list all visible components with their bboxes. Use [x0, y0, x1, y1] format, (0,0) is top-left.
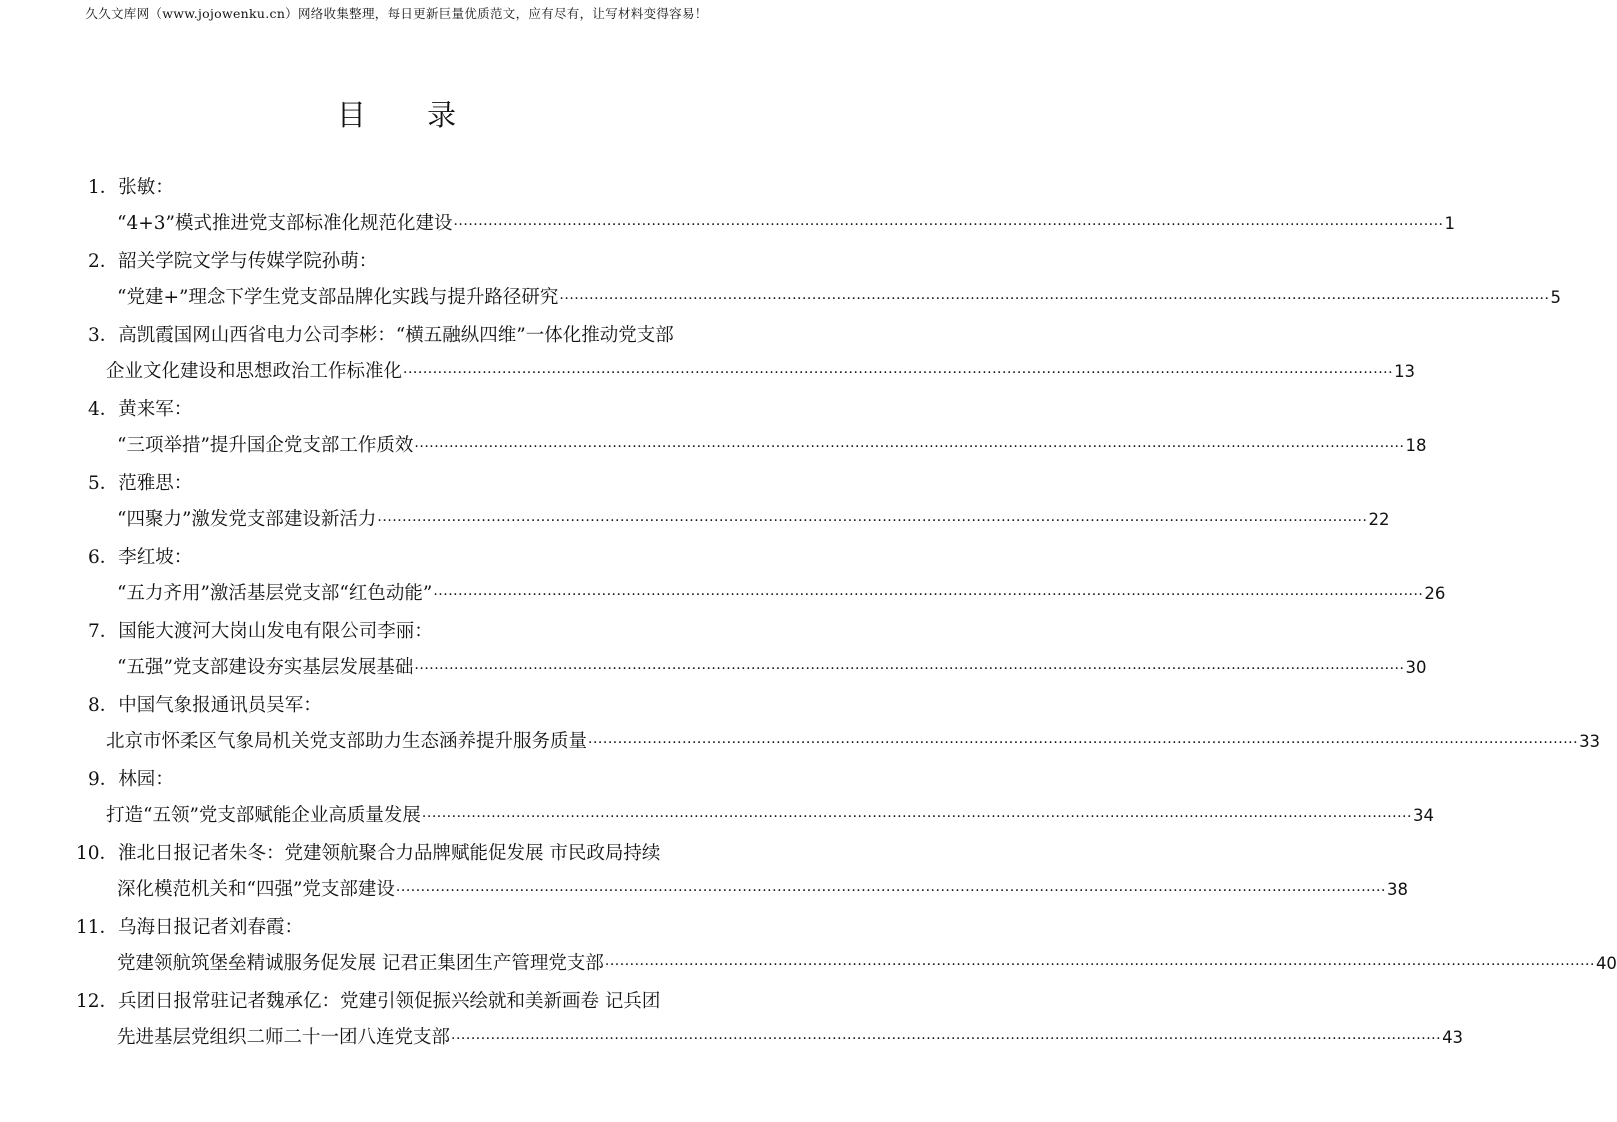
toc-page-number: 1 — [1444, 214, 1456, 233]
toc-entry-heading: 4．黄来军： — [88, 399, 193, 420]
toc-entry-title-line[interactable] — [117, 1026, 1464, 1050]
toc-entry-title: 党建领航筑堡垒精诚服务促发展 记君正集团生产管理党支部 — [117, 953, 604, 974]
toc-entry-heading: 10．淮北日报记者朱冬：党建领航聚合力品牌赋能促发展 市民政局持续 — [76, 843, 661, 864]
toc-entry-heading: 8．中国气象报通讯员吴军： — [88, 695, 322, 716]
toc-entry-title-line[interactable] — [117, 878, 1408, 902]
toc-entry-heading: 12．兵团日报常驻记者魏承亿：党建引领促振兴绘就和美新画卷 记兵团 — [76, 991, 661, 1012]
dot-leader: ········································································································································································································ — [451, 1031, 1442, 1047]
toc-entry-title: “三项举措”提升国企党支部工作质效 — [117, 435, 414, 456]
toc-page-number: 26 — [1424, 584, 1446, 603]
toc-entry-title: “五强”党支部建设夯实基层发展基础 — [117, 657, 414, 678]
toc-entry-title-line[interactable] — [117, 952, 1617, 976]
toc-entry-title-line[interactable] — [117, 286, 1561, 310]
dot-leader: ········································································································································································································ — [433, 587, 1424, 603]
toc-page-number: 22 — [1368, 510, 1390, 529]
toc-entry-heading: 6．李红坡： — [88, 547, 193, 568]
toc-page-number: 33 — [1579, 732, 1601, 751]
dot-leader: ········································································································································································································ — [453, 217, 1444, 233]
dot-leader: ········································································································································································································ — [403, 365, 1394, 381]
toc-entry-title-line[interactable] — [117, 212, 1456, 236]
toc-entry-title-line[interactable] — [117, 434, 1427, 458]
toc-entry-heading: 5．范雅思： — [88, 473, 193, 494]
toc-entry-heading: 2．韶关学院文学与传媒学院孙萌： — [88, 251, 378, 272]
dot-leader: ········································································································································································································ — [414, 439, 1405, 455]
toc-entry-title: 深化模范机关和“四强”党支部建设 — [117, 879, 395, 900]
toc-entry-title-line[interactable] — [117, 656, 1427, 680]
toc-page-number: 30 — [1405, 658, 1427, 677]
toc-entry-title-line[interactable] — [117, 582, 1446, 606]
toc-entry-title: 打造“五领”党支部赋能企业高质量发展 — [106, 805, 421, 826]
toc-entry-title: “五力齐用”激活基层党支部“红色动能” — [117, 583, 433, 604]
toc-page-number: 38 — [1386, 880, 1408, 899]
page-title: 目 录 — [336, 98, 483, 132]
toc-page-number: 43 — [1442, 1028, 1464, 1047]
toc-entry-title: “四聚力”激发党支部建设新活力 — [117, 509, 377, 530]
dot-leader: ········································································································································································································ — [377, 513, 1368, 529]
dot-leader: ········································································································································································································ — [559, 291, 1550, 307]
toc-entry-title: 先进基层党组织二师二十一团八连党支部 — [117, 1027, 451, 1048]
dot-leader: ········································································································································································································ — [588, 735, 1579, 751]
toc-entry-title-line[interactable] — [106, 360, 1416, 384]
toc-entry-title: “4+3”模式推进党支部标准化规范化建设 — [117, 213, 453, 234]
toc-page-number: 5 — [1550, 288, 1561, 307]
dot-leader: ········································································································································································································ — [421, 809, 1412, 825]
dot-leader: ········································································································································································································ — [395, 883, 1386, 899]
header-banner: 久久文库网（www.jojowenku.cn）网络收集整理，每日更新巨量优质范文，应有尽有，让写材料变得容易！ — [85, 6, 708, 21]
toc-entry-title-line[interactable] — [106, 804, 1434, 828]
toc-page-number: 34 — [1412, 806, 1434, 825]
toc-entry-heading: 7．国能大渡河大岗山发电有限公司李丽： — [88, 621, 433, 642]
dot-leader: ········································································································································································································ — [414, 661, 1405, 677]
toc-page-number: 13 — [1394, 362, 1416, 381]
dot-leader: ········································································································································································································ — [604, 957, 1595, 973]
toc-entry-title: 北京市怀柔区气象局机关党支部助力生态涵养提升服务质量 — [106, 731, 588, 752]
toc-entry-title: 企业文化建设和思想政治工作标准化 — [106, 361, 403, 382]
toc-entry-title: “党建+”理念下学生党支部品牌化实践与提升路径研究 — [117, 287, 559, 308]
toc-entry-title-line[interactable] — [117, 508, 1390, 532]
toc-page-number: 18 — [1405, 436, 1427, 455]
toc-entry-heading: 1．张敏： — [88, 177, 174, 198]
toc-entry-heading: 3．高凯霞国网山西省电力公司李彬：“横五融纵四维”一体化推动党支部 — [88, 325, 674, 346]
toc-entry-heading: 9．林园： — [88, 769, 174, 790]
toc-entry-heading: 11．乌海日报记者刘春霞： — [76, 917, 304, 938]
toc-page-number: 40 — [1595, 954, 1617, 973]
toc-entry-title-line[interactable] — [106, 730, 1601, 754]
